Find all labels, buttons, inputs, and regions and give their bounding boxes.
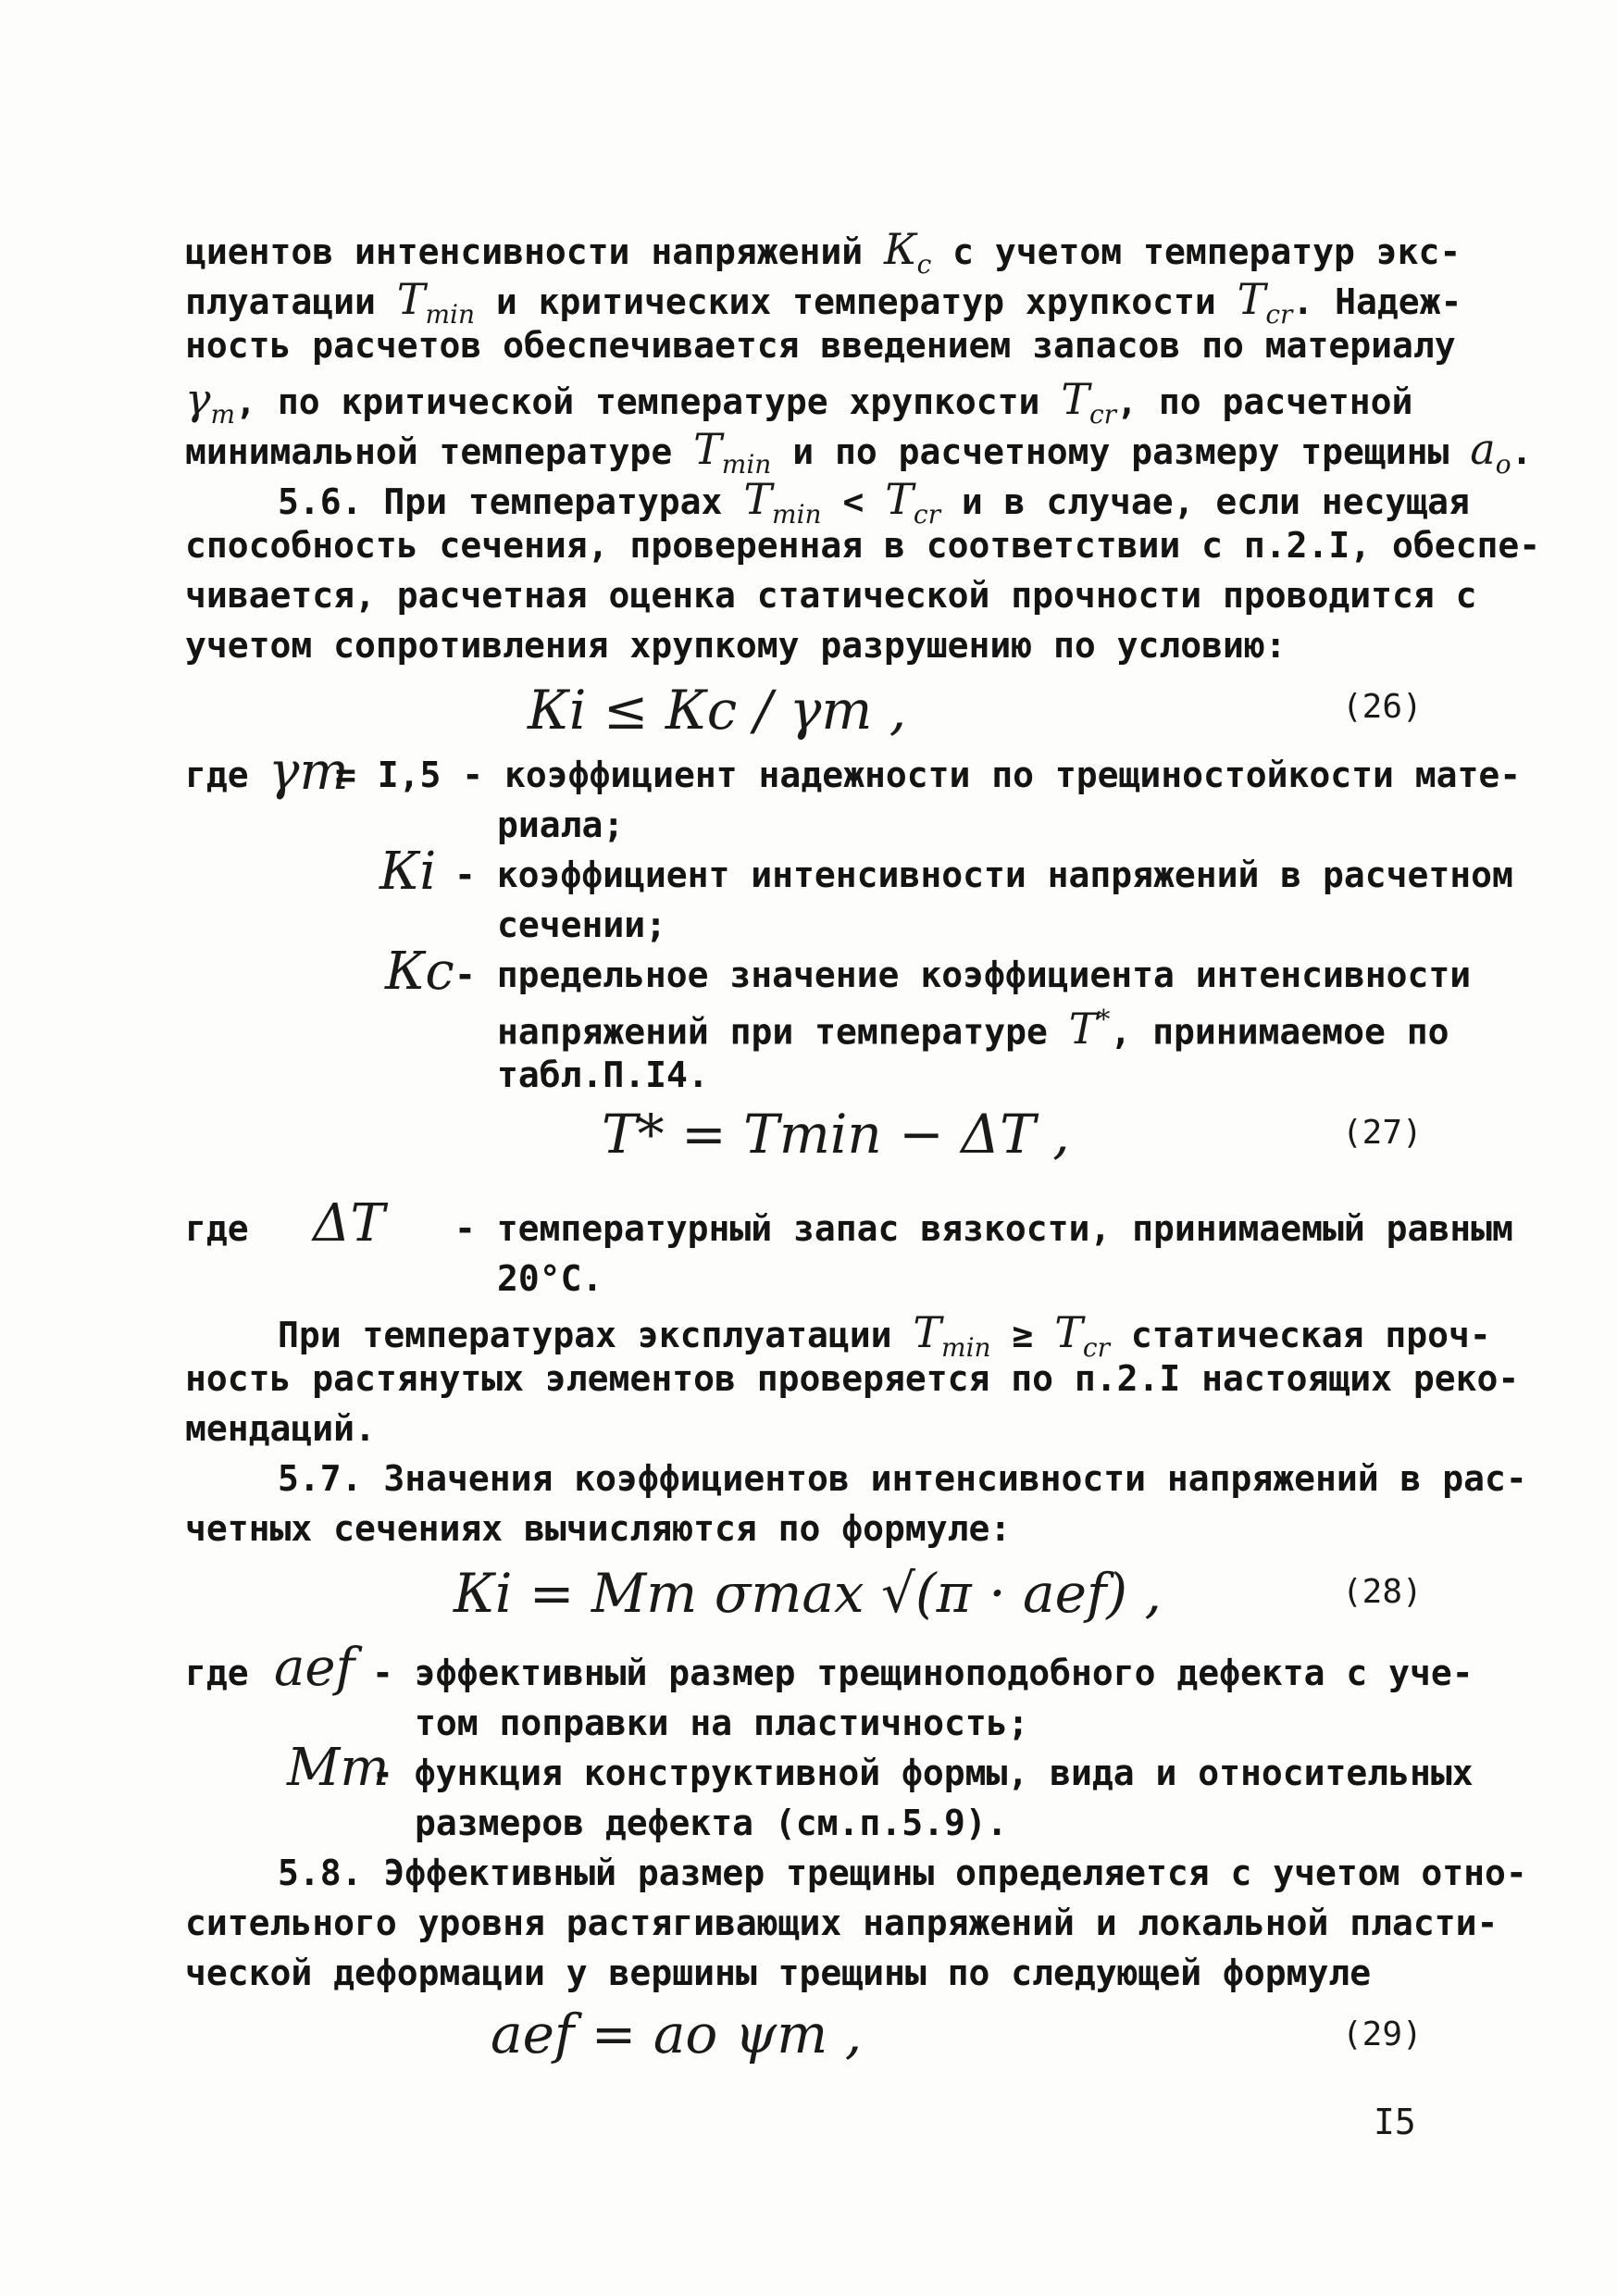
text-line: четных сечениях вычисляются по формуле: — [185, 1508, 1012, 1549]
section-5-8-first-line: 5.8. Эффективный размер трещины определяется с учетом отно- — [278, 1853, 1527, 1893]
definition-a-ef: - эффективный размер трещиноподобного дефекта с уче- — [372, 1653, 1474, 1693]
where-label: где — [185, 1653, 249, 1693]
equation-number-29: (29) — [1342, 2015, 1423, 2053]
equation-number-26: (26) — [1342, 688, 1423, 726]
text-line: циентов интенсивности напряжений $К_с$ с учетом температур экс- — [185, 224, 1462, 281]
text-line: размеров дефекта (см.п.5.9). — [415, 1803, 1008, 1843]
section-5-7-first-line: 5.7. Значения коэффициентов интенсивности напряжений в рас- — [278, 1458, 1527, 1499]
section-5-6-first-line: 5.6. При температурах $Т_{min} < Т_{cr}$ и в случае, если несущая — [278, 474, 1470, 530]
text-line: плуатации $Т_{min}$ и критических температур хрупкости $Т_{cr}$. Надеж- — [185, 274, 1462, 331]
symbol-gamma-t: γт — [268, 742, 349, 802]
definition-m-t: - функция конструктивной формы, вида и относительных — [372, 1753, 1474, 1793]
definition-k-i: - коэффициент интенсивности напряжений в расчетном — [454, 855, 1513, 895]
text-line: учетом сопротивления хрупкому разрушению по условию: — [185, 625, 1287, 666]
symbol-k-i: Кi — [379, 842, 437, 902]
definition-delta-t: - температурный запас вязкости, принимаемый равным — [454, 1208, 1513, 1249]
symbol-delta-t: ΔТ — [313, 1193, 385, 1254]
symbol-a-ef: aef — [274, 1638, 355, 1698]
text-line: $\gamma_т$, по критической температуре хрупкости $Т_{cr}$, по расчетной — [185, 374, 1413, 430]
where-label: где — [185, 755, 249, 795]
symbol-k-c: Кc — [385, 942, 454, 1002]
text-line: 20°С. — [497, 1258, 603, 1299]
text-line: сительного уровня растягивающих напряжений и локальной пласти- — [185, 1903, 1499, 1943]
text-line: табл.П.I4. — [497, 1054, 709, 1095]
text-line: риала; — [497, 805, 625, 845]
text-line: ческой деформации у вершины трещины по следующей формуле — [185, 1953, 1372, 1993]
text-line: минимальной температуре $Т_{min}$ и по расчетному размеру трещины $a_o$. — [185, 424, 1533, 480]
text-line: ность расчетов обеспечивается введением запасов по материалу — [185, 325, 1456, 366]
text-line: чивается, расчетная оценка статической прочности проводится с — [185, 575, 1477, 616]
text-line: мендаций. — [185, 1408, 376, 1449]
where-label: где — [185, 1208, 249, 1249]
page-number: I5 — [1374, 2102, 1416, 2142]
equation-28: Кi = Мт σmax √(π · aef) , — [454, 1562, 1162, 1625]
text-line: том поправки на пластичность; — [415, 1703, 1029, 1743]
text-line: При температурах эксплуатации $Т_{min} \ge Т_{cr}$ статическая проч- — [278, 1307, 1491, 1364]
text-line: способность сечения, проверенная в соответствии с п.2.I, обеспе- — [185, 525, 1541, 566]
equation-26: Кi ≤ Кc / γт , — [528, 679, 907, 742]
text-line: напряжений при температуре Т*, принимаемое по — [497, 1004, 1449, 1054]
text-line: сечении; — [497, 905, 667, 945]
definition-gamma-t: = I,5 - коэффициент надежности по трещиностойкости мате- — [335, 755, 1522, 795]
equation-number-28: (28) — [1342, 1573, 1423, 1611]
symbol-m-t: Мт — [287, 1738, 390, 1798]
equation-27: Т* = Тmin − ΔТ , — [602, 1103, 1070, 1166]
equation-number-27: (27) — [1342, 1114, 1423, 1152]
text-line: ность растянутых элементов проверяется по п.2.I настоящих реко- — [185, 1358, 1520, 1399]
definition-k-c: - предельное значение коэффициента интенсивности — [454, 955, 1472, 995]
equation-29: aef = ao ψт , — [491, 2003, 863, 2065]
